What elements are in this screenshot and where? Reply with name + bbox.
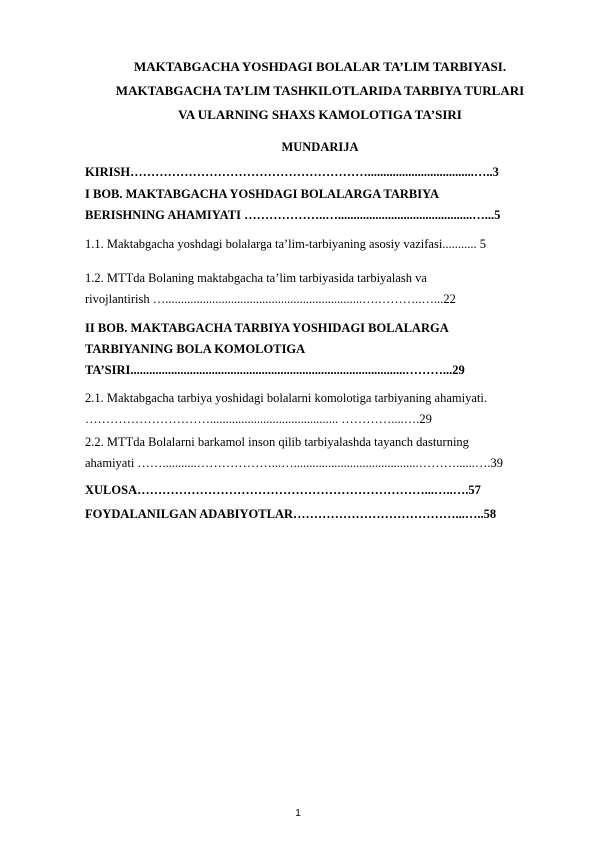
toc-entry-chapter-1-line-1: I BOB. MAKTABGACHA YOSHDAGI BOLALARGA TARBIYA <box>85 187 439 201</box>
title-line-2: MAKTABGACHA TA’LIM TASHKILOTLARIDA TARBIYA TURLARI <box>115 83 525 98</box>
toc-entry-section-2-2-line-2: ahamiyati ……...........………………...…........................................………......….39 <box>85 456 504 470</box>
toc-entry-section-1-1: 1.1. Maktabgacha yoshdagi bolalarga ta’lim-tarbiyaning asosiy vazifasi........... 5 <box>85 237 487 251</box>
title-line-3: VA ULARNING SHAXS KAMOLOTIGA TA’SIRI <box>178 107 462 122</box>
toc-entry-chapter-2-line-3: TA’SIRI........................................................................................………...29 <box>85 363 465 377</box>
toc-entry-section-2-1-line-1: 2.1. Maktabgacha tarbiya yoshidagi bolalarni komolotiga tarbiyaning ahamiyati. <box>85 391 487 405</box>
title-line-1: MAKTABGACHA YOSHDAGI BOLALAR TA’LIM TARBIYASI. <box>133 59 507 74</box>
contents-heading: MUNDARIJA <box>281 140 359 154</box>
page-number: 1 <box>295 808 301 819</box>
toc-entry-section-2-2 <box>85 432 545 474</box>
toc-entry-conclusion: XULOSA……………………………………………………………...…..….57 <box>85 483 481 497</box>
toc-entry-section-1-2-line-2: rivojlantirish …...............................................................….………..…...22 <box>85 292 456 306</box>
toc-entry-chapter-2-line-1: II BOB. MAKTABGACHA TARBIYA YOSHIDAGI BOLALARGA <box>85 321 449 335</box>
toc-entry-section-1-2 <box>85 268 545 310</box>
toc-entry-chapter-1 <box>85 184 545 226</box>
toc-entry-chapter-2-line-2: TARBIYANING BOLA KOMOLOTIGA <box>85 342 306 356</box>
toc-entry-references: FOYDALANILGAN ADABIYOTLAR…………………………………...…..58 <box>85 507 497 521</box>
toc-entry-intro: KIRISH…………………………………………………..................................…..3 <box>85 165 499 179</box>
toc-entry-chapter-2 <box>85 318 545 381</box>
toc-entry-section-2-1-line-2: …………………………......................................... …………....….29 <box>85 412 432 426</box>
document-title <box>60 55 580 127</box>
toc-entry-chapter-1-line-2: BERISHNING AHAMIYATI ………………..…...........................................…...5 <box>85 208 501 222</box>
toc-entry-section-1-2-line-1: 1.2. MTTda Bolaning maktabgacha ta’lim tarbiyasida tarbiyalash va <box>85 271 427 285</box>
toc-entry-section-2-2-line-1: 2.2. MTTda Bolalarni barkamol inson qilib tarbiyalashda tayanch dasturning <box>85 435 469 449</box>
toc-entry-section-2-1 <box>85 388 545 430</box>
